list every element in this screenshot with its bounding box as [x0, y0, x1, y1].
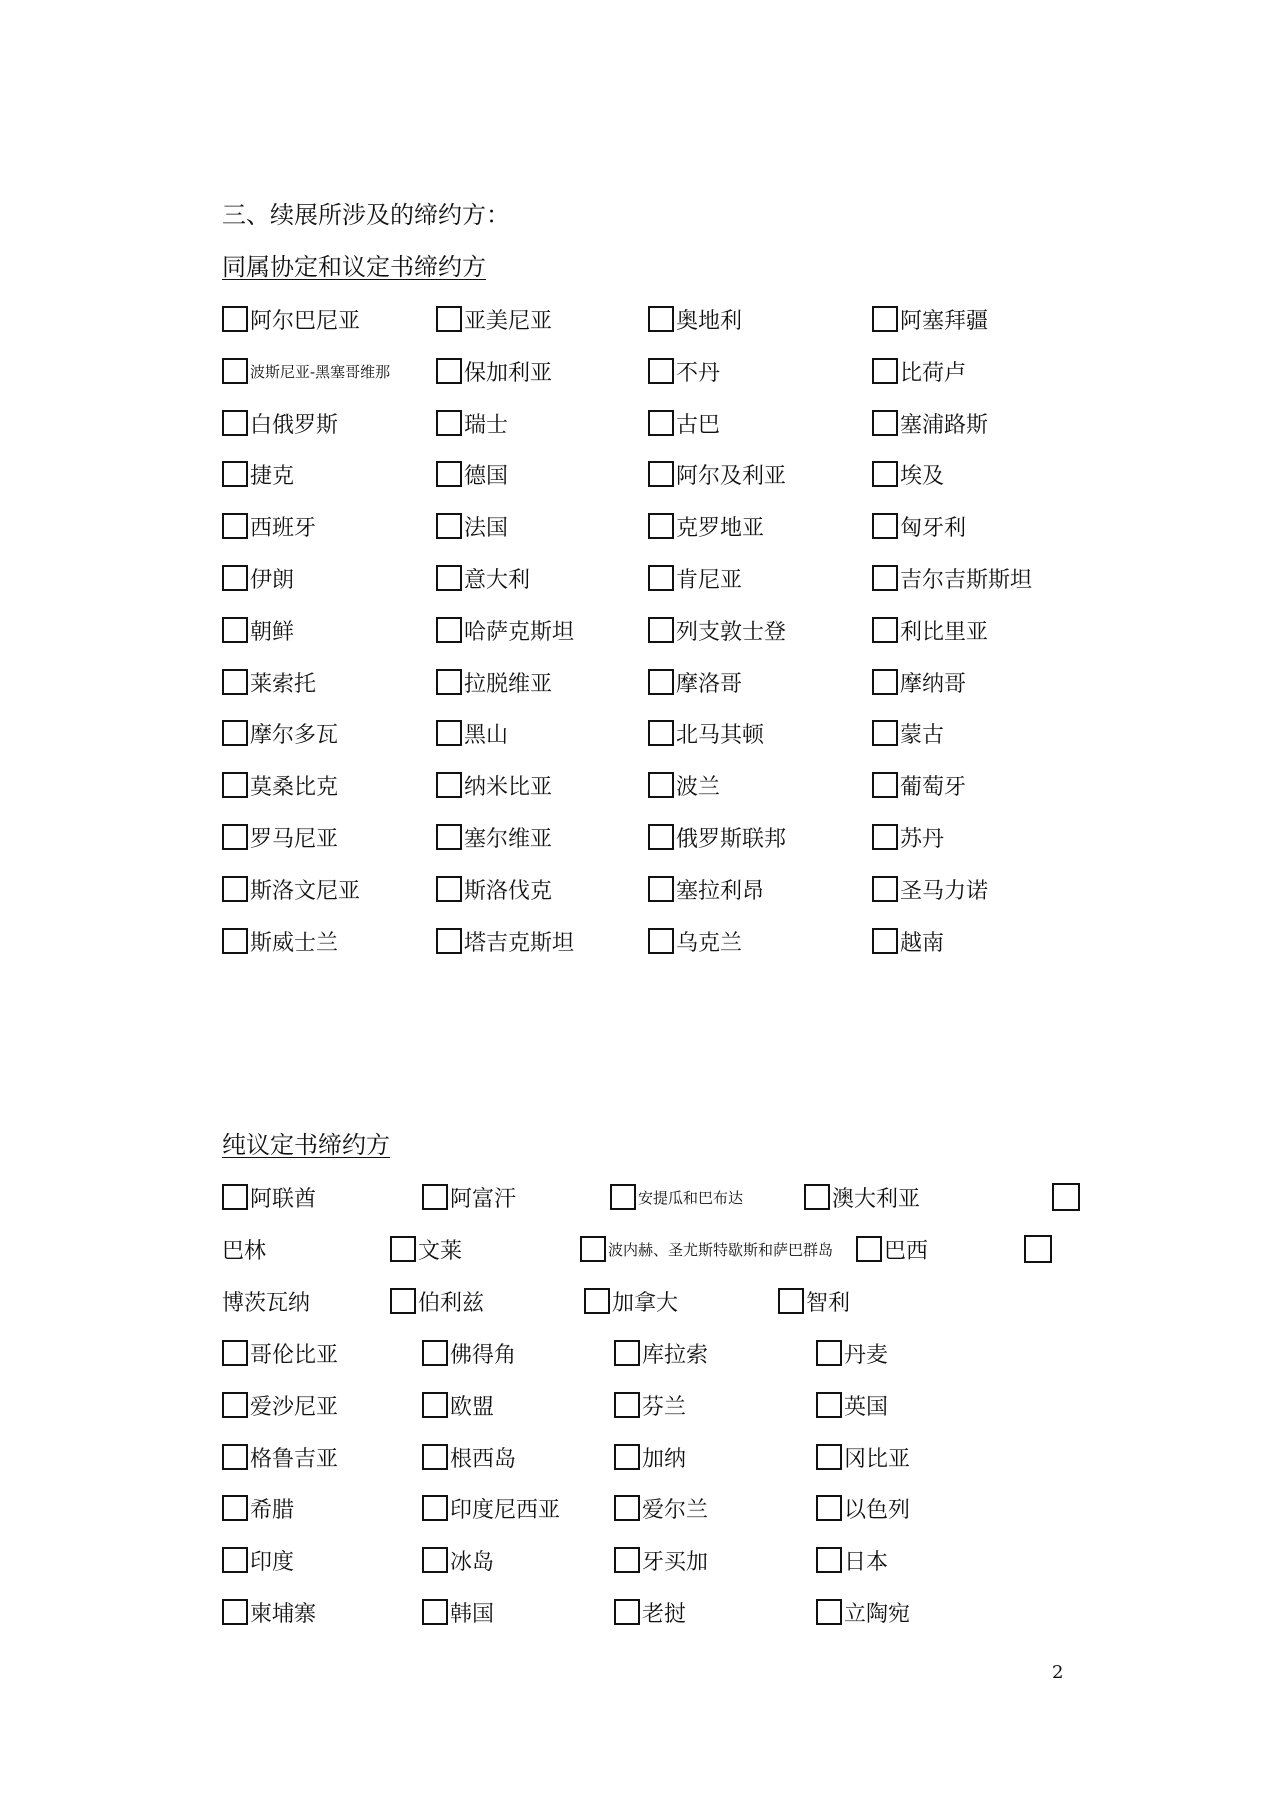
checkbox-label: 莱索托: [250, 671, 317, 697]
checkbox-square[interactable]: [422, 1184, 448, 1210]
checkbox-item[interactable]: [872, 770, 966, 800]
checkbox-label: 阿联酋: [250, 1186, 317, 1212]
checkbox-label: 古巴: [676, 412, 721, 438]
checkbox-label: 冈比亚: [844, 1446, 911, 1472]
checkbox-label: 波斯尼亚-黑塞哥维那: [250, 362, 391, 381]
checkbox-square[interactable]: [872, 720, 898, 746]
checkbox-item[interactable]: [872, 874, 988, 904]
checkbox-label: 越南: [900, 930, 945, 956]
checkbox-square[interactable]: [436, 513, 462, 539]
checkbox-label: 匈牙利: [900, 515, 967, 541]
checkbox-item[interactable]: [872, 667, 966, 697]
checkbox-item[interactable]: [816, 1493, 910, 1523]
checkbox-square[interactable]: [872, 669, 898, 695]
checkbox-label: 莫桑比克: [250, 774, 339, 800]
checkbox-label: 西班牙: [250, 515, 317, 541]
checkbox-item[interactable]: [222, 874, 360, 904]
checkbox-item[interactable]: [436, 459, 508, 489]
checkbox-square[interactable]: [614, 1444, 640, 1470]
checkbox-item[interactable]: [222, 1442, 338, 1472]
checkbox-label: 澳大利亚: [832, 1186, 921, 1212]
checkbox-label: 拉脱维亚: [464, 671, 553, 697]
checkbox-label: 文莱: [418, 1238, 463, 1264]
checkbox-label: 阿尔及利亚: [676, 463, 787, 489]
checkbox-item[interactable]: [222, 667, 316, 697]
checkbox-label: 朝鲜: [250, 619, 295, 645]
checkbox-square[interactable]: [436, 824, 462, 850]
checkbox-item[interactable]: [614, 1338, 708, 1368]
checkbox-label: 苏丹: [900, 826, 945, 852]
checkbox-square[interactable]: [1024, 1235, 1052, 1263]
checkbox-item[interactable]: [648, 822, 786, 852]
group2-title: 纯议定书缔约方: [222, 1131, 390, 1159]
checkbox-item[interactable]: [436, 770, 552, 800]
checkbox-item[interactable]: [816, 1390, 888, 1420]
checkbox-square[interactable]: [436, 565, 462, 591]
checkbox-label: 圣马力诺: [900, 878, 989, 904]
checkbox-item[interactable]: [648, 304, 742, 334]
checkbox-square[interactable]: [778, 1288, 804, 1314]
checkbox-square[interactable]: [872, 410, 898, 436]
checkbox-square[interactable]: [436, 772, 462, 798]
checkbox-label: 哥伦比亚: [250, 1342, 339, 1368]
checkbox-item[interactable]: [872, 408, 988, 438]
checkbox-item[interactable]: [648, 874, 764, 904]
checkbox-square[interactable]: [648, 772, 674, 798]
checkbox-item[interactable]: [436, 718, 508, 748]
checkbox-item[interactable]: [648, 667, 742, 697]
checkbox-item[interactable]: [422, 1390, 494, 1420]
checkbox-square[interactable]: [222, 513, 248, 539]
checkbox-square[interactable]: [816, 1444, 842, 1470]
checkbox-square[interactable]: [222, 1599, 248, 1625]
checkbox-square[interactable]: [222, 565, 248, 591]
checkbox-label: 纳米比亚: [464, 774, 553, 800]
checkbox-item[interactable]: [422, 1597, 494, 1627]
checkbox-label: 日本: [844, 1549, 889, 1575]
checkbox-square[interactable]: [222, 1444, 248, 1470]
checkbox-item[interactable]: [222, 822, 338, 852]
checkbox-label: 牙买加: [642, 1549, 709, 1575]
checkbox-label: 丹麦: [844, 1342, 889, 1368]
checkbox-label: 葡萄牙: [900, 774, 967, 800]
checkbox-item[interactable]: [872, 459, 944, 489]
checkbox-label: 保加利亚: [464, 360, 553, 386]
checkbox-square[interactable]: [422, 1340, 448, 1366]
checkbox-item[interactable]: [610, 1182, 743, 1212]
checkbox-item[interactable]: [584, 1286, 678, 1316]
checkbox-label: 克罗地亚: [676, 515, 765, 541]
checkbox-item[interactable]: [222, 1597, 316, 1627]
checkbox-square[interactable]: [222, 928, 248, 954]
checkbox-item[interactable]: [856, 1234, 928, 1264]
checkbox-label: 立陶宛: [844, 1601, 911, 1627]
checkbox-item[interactable]: [436, 511, 508, 541]
checkbox-item[interactable]: [222, 1338, 338, 1368]
continued-label: 巴林: [222, 1238, 267, 1264]
checkbox-item[interactable]: [436, 822, 552, 852]
checkbox-square[interactable]: [390, 1288, 416, 1314]
checkbox-item[interactable]: [872, 563, 1032, 593]
checkbox-label: 肯尼亚: [676, 567, 743, 593]
checkbox-square[interactable]: [648, 617, 674, 643]
checkbox-item[interactable]: [614, 1442, 686, 1472]
checkbox-square[interactable]: [872, 358, 898, 384]
checkbox-item[interactable]: [614, 1597, 686, 1627]
checkbox-label: 俄罗斯联邦: [676, 826, 787, 852]
checkbox-item[interactable]: [222, 408, 338, 438]
checkbox-item[interactable]: [222, 926, 338, 956]
checkbox-item[interactable]: [778, 1286, 850, 1316]
checkbox-item[interactable]: [436, 874, 552, 904]
checkbox-label: 伊朗: [250, 567, 295, 593]
checkbox-label: 以色列: [844, 1497, 911, 1523]
checkbox-label: 柬埔寨: [250, 1601, 317, 1627]
checkbox-square[interactable]: [856, 1236, 882, 1262]
checkbox-label: 奥地利: [676, 308, 743, 334]
checkbox-square[interactable]: [390, 1236, 416, 1262]
checkbox-square[interactable]: [872, 306, 898, 332]
checkbox-label: 希腊: [250, 1497, 295, 1523]
checkbox-item[interactable]: [872, 926, 944, 956]
checkbox-item[interactable]: [390, 1286, 484, 1316]
checkbox-label: 韩国: [450, 1601, 495, 1627]
checkbox-label: 意大利: [464, 567, 531, 593]
checkbox-item[interactable]: [614, 1545, 708, 1575]
checkbox-square[interactable]: [436, 928, 462, 954]
checkbox-item[interactable]: [422, 1182, 516, 1212]
checkbox-square[interactable]: [222, 358, 248, 384]
checkbox-label: 塞拉利昂: [676, 878, 765, 904]
checkbox-item[interactable]: [872, 718, 944, 748]
checkbox-item[interactable]: [222, 459, 294, 489]
checkbox-label: 塞浦路斯: [900, 412, 989, 438]
checkbox-square[interactable]: [648, 669, 674, 695]
checkbox-label: 智利: [806, 1290, 851, 1316]
checkbox-label: 不丹: [676, 360, 721, 386]
checkbox-square[interactable]: [614, 1495, 640, 1521]
checkbox-item[interactable]: [222, 356, 390, 386]
checkbox-square[interactable]: [422, 1495, 448, 1521]
checkbox-item[interactable]: [648, 356, 720, 386]
checkbox-square[interactable]: [222, 410, 248, 436]
checkbox-square[interactable]: [804, 1184, 830, 1210]
checkbox-label: 库拉索: [642, 1342, 709, 1368]
checkbox-item[interactable]: [648, 511, 764, 541]
checkbox-item[interactable]: [222, 718, 338, 748]
checkbox-label: 吉尔吉斯斯坦: [900, 567, 1033, 593]
checkbox-label: 法国: [464, 515, 509, 541]
checkbox-square[interactable]: [872, 772, 898, 798]
checkbox-label: 加纳: [642, 1446, 687, 1472]
checkbox-square[interactable]: [436, 358, 462, 384]
checkbox-label: 巴西: [884, 1238, 929, 1264]
checkbox-item[interactable]: [436, 304, 552, 334]
checkbox-label: 印度: [250, 1549, 295, 1575]
checkbox-item[interactable]: [436, 356, 552, 386]
checkbox-square[interactable]: [222, 617, 248, 643]
checkbox-square[interactable]: [648, 565, 674, 591]
checkbox-square[interactable]: [584, 1288, 610, 1314]
checkbox-square[interactable]: [872, 928, 898, 954]
checkbox-label: 比荷卢: [900, 360, 967, 386]
checkbox-item[interactable]: [222, 770, 338, 800]
checkbox-label: 芬兰: [642, 1394, 687, 1420]
checkbox-item[interactable]: [222, 511, 316, 541]
checkbox-label: 塞尔维亚: [464, 826, 553, 852]
checkbox-square[interactable]: [648, 306, 674, 332]
checkbox-item[interactable]: [614, 1390, 686, 1420]
checkbox-square[interactable]: [1052, 1183, 1080, 1211]
checkbox-label: 伯利兹: [418, 1290, 485, 1316]
checkbox-square[interactable]: [436, 876, 462, 902]
checkbox-square[interactable]: [648, 824, 674, 850]
checkbox-label: 阿尔巴尼亚: [250, 308, 361, 334]
checkbox-label: 佛得角: [450, 1342, 517, 1368]
checkbox-label: 白俄罗斯: [250, 412, 339, 438]
checkbox-item[interactable]: [222, 615, 294, 645]
checkbox-label: 斯洛伐克: [464, 878, 553, 904]
checkbox-label: 爱沙尼亚: [250, 1394, 339, 1420]
checkbox-square[interactable]: [436, 669, 462, 695]
checkbox-square[interactable]: [436, 461, 462, 487]
checkbox-item[interactable]: [222, 1493, 294, 1523]
checkbox-item[interactable]: [648, 926, 742, 956]
checkbox-square[interactable]: [614, 1340, 640, 1366]
checkbox-square[interactable]: [816, 1495, 842, 1521]
checkbox-item[interactable]: [436, 926, 574, 956]
checkbox-square[interactable]: [222, 1184, 248, 1210]
checkbox-label: 根西岛: [450, 1446, 517, 1472]
checkbox-label: 乌克兰: [676, 930, 743, 956]
checkbox-square[interactable]: [648, 928, 674, 954]
checkbox-label: 加拿大: [612, 1290, 679, 1316]
checkbox-square[interactable]: [222, 720, 248, 746]
checkbox-square[interactable]: [222, 1340, 248, 1366]
checkbox-item[interactable]: [422, 1442, 516, 1472]
checkbox-item[interactable]: [648, 718, 764, 748]
checkbox-item[interactable]: [422, 1338, 516, 1368]
checkbox-item[interactable]: [436, 667, 552, 697]
checkbox-item[interactable]: [804, 1182, 920, 1212]
checkbox-item[interactable]: [872, 304, 988, 334]
checkbox-label: 波兰: [676, 774, 721, 800]
checkbox-label: 格鲁吉亚: [250, 1446, 339, 1472]
checkbox-square[interactable]: [614, 1547, 640, 1573]
checkbox-label: 英国: [844, 1394, 889, 1420]
checkbox-square[interactable]: [222, 772, 248, 798]
checkbox-item[interactable]: [872, 511, 966, 541]
checkbox-label: 捷克: [250, 463, 295, 489]
checkbox-label: 德国: [464, 463, 509, 489]
section-heading: 三、续展所涉及的缔约方：: [222, 201, 510, 229]
checkbox-label: 北马其顿: [676, 722, 765, 748]
checkbox-square[interactable]: [222, 1392, 248, 1418]
checkbox-square[interactable]: [222, 306, 248, 332]
checkbox-item[interactable]: [422, 1545, 494, 1575]
continued-label: 博茨瓦纳: [222, 1290, 311, 1316]
checkbox-square[interactable]: [648, 461, 674, 487]
checkbox-label: 摩纳哥: [900, 671, 967, 697]
checkbox-item[interactable]: [648, 408, 720, 438]
checkbox-label: 利比里亚: [900, 619, 989, 645]
checkbox-label: 蒙古: [900, 722, 945, 748]
checkbox-square[interactable]: [422, 1547, 448, 1573]
checkbox-label: 哈萨克斯坦: [464, 619, 575, 645]
checkbox-square[interactable]: [872, 824, 898, 850]
checkbox-item[interactable]: [222, 563, 294, 593]
checkbox-item[interactable]: [580, 1234, 833, 1264]
checkbox-label: 冰岛: [450, 1549, 495, 1575]
checkbox-item[interactable]: [614, 1493, 708, 1523]
checkbox-label: 斯威士兰: [250, 930, 339, 956]
checkbox-item[interactable]: [222, 1545, 294, 1575]
checkbox-label: 塔吉克斯坦: [464, 930, 575, 956]
checkbox-square[interactable]: [222, 824, 248, 850]
checkbox-square[interactable]: [436, 720, 462, 746]
checkbox-square[interactable]: [872, 876, 898, 902]
checkbox-square[interactable]: [872, 617, 898, 643]
checkbox-square[interactable]: [222, 876, 248, 902]
checkbox-square[interactable]: [422, 1392, 448, 1418]
group1-title: 同属协定和议定书缔约方: [222, 253, 486, 281]
checkbox-square[interactable]: [580, 1236, 606, 1262]
checkbox-square[interactable]: [610, 1184, 636, 1210]
checkbox-square[interactable]: [222, 461, 248, 487]
checkbox-item[interactable]: [422, 1493, 560, 1523]
checkbox-label: 列支敦士登: [676, 619, 787, 645]
checkbox-square[interactable]: [816, 1547, 842, 1573]
checkbox-item[interactable]: [648, 770, 720, 800]
checkbox-square[interactable]: [436, 617, 462, 643]
checkbox-item[interactable]: [872, 615, 988, 645]
checkbox-label: 安提瓜和巴布达: [638, 1188, 744, 1207]
checkbox-label: 罗马尼亚: [250, 826, 339, 852]
checkbox-item[interactable]: [816, 1338, 888, 1368]
checkbox-square[interactable]: [872, 565, 898, 591]
checkbox-item[interactable]: [872, 356, 966, 386]
checkbox-label: 亚美尼亚: [464, 308, 553, 334]
checkbox-item[interactable]: [222, 1390, 338, 1420]
checkbox-square[interactable]: [222, 1495, 248, 1521]
checkbox-square[interactable]: [648, 410, 674, 436]
checkbox-label: 黑山: [464, 722, 509, 748]
checkbox-square[interactable]: [872, 513, 898, 539]
checkbox-square[interactable]: [222, 1547, 248, 1573]
checkbox-item[interactable]: [436, 408, 508, 438]
checkbox-item[interactable]: [816, 1545, 888, 1575]
checkbox-item[interactable]: [648, 459, 786, 489]
checkbox-label: 埃及: [900, 463, 945, 489]
checkbox-square[interactable]: [648, 513, 674, 539]
checkbox-square[interactable]: [816, 1340, 842, 1366]
checkbox-label: 阿塞拜疆: [900, 308, 989, 334]
checkbox-label: 摩洛哥: [676, 671, 743, 697]
checkbox-square[interactable]: [816, 1392, 842, 1418]
checkbox-label: 波内赫、圣尤斯特歇斯和萨巴群岛: [608, 1240, 834, 1259]
checkbox-label: 欧盟: [450, 1394, 495, 1420]
checkbox-square[interactable]: [872, 461, 898, 487]
checkbox-square[interactable]: [648, 358, 674, 384]
checkbox-square[interactable]: [816, 1599, 842, 1625]
checkbox-label: 老挝: [642, 1601, 687, 1627]
checkbox-square[interactable]: [436, 306, 462, 332]
checkbox-item[interactable]: [648, 615, 786, 645]
checkbox-label: 瑞士: [464, 412, 509, 438]
checkbox-item[interactable]: [816, 1442, 910, 1472]
checkbox-item[interactable]: [390, 1234, 462, 1264]
checkbox-square[interactable]: [436, 410, 462, 436]
checkbox-item[interactable]: [222, 304, 360, 334]
checkbox-item[interactable]: [436, 563, 530, 593]
checkbox-label: 摩尔多瓦: [250, 722, 339, 748]
checkbox-square[interactable]: [648, 720, 674, 746]
checkbox-square[interactable]: [614, 1392, 640, 1418]
checkbox-item[interactable]: [648, 563, 742, 593]
checkbox-square[interactable]: [422, 1599, 448, 1625]
checkbox-item[interactable]: [222, 1182, 316, 1212]
checkbox-label: 阿富汗: [450, 1186, 517, 1212]
page-number: 2: [1052, 1662, 1064, 1683]
checkbox-square[interactable]: [648, 876, 674, 902]
checkbox-label: 印度尼西亚: [450, 1497, 561, 1523]
checkbox-label: 爱尔兰: [642, 1497, 709, 1523]
checkbox-item[interactable]: [872, 822, 944, 852]
checkbox-label: 斯洛文尼亚: [250, 878, 361, 904]
checkbox-square[interactable]: [222, 669, 248, 695]
checkbox-item[interactable]: [436, 615, 574, 645]
checkbox-item[interactable]: [816, 1597, 910, 1627]
checkbox-square[interactable]: [422, 1444, 448, 1470]
checkbox-square[interactable]: [614, 1599, 640, 1625]
